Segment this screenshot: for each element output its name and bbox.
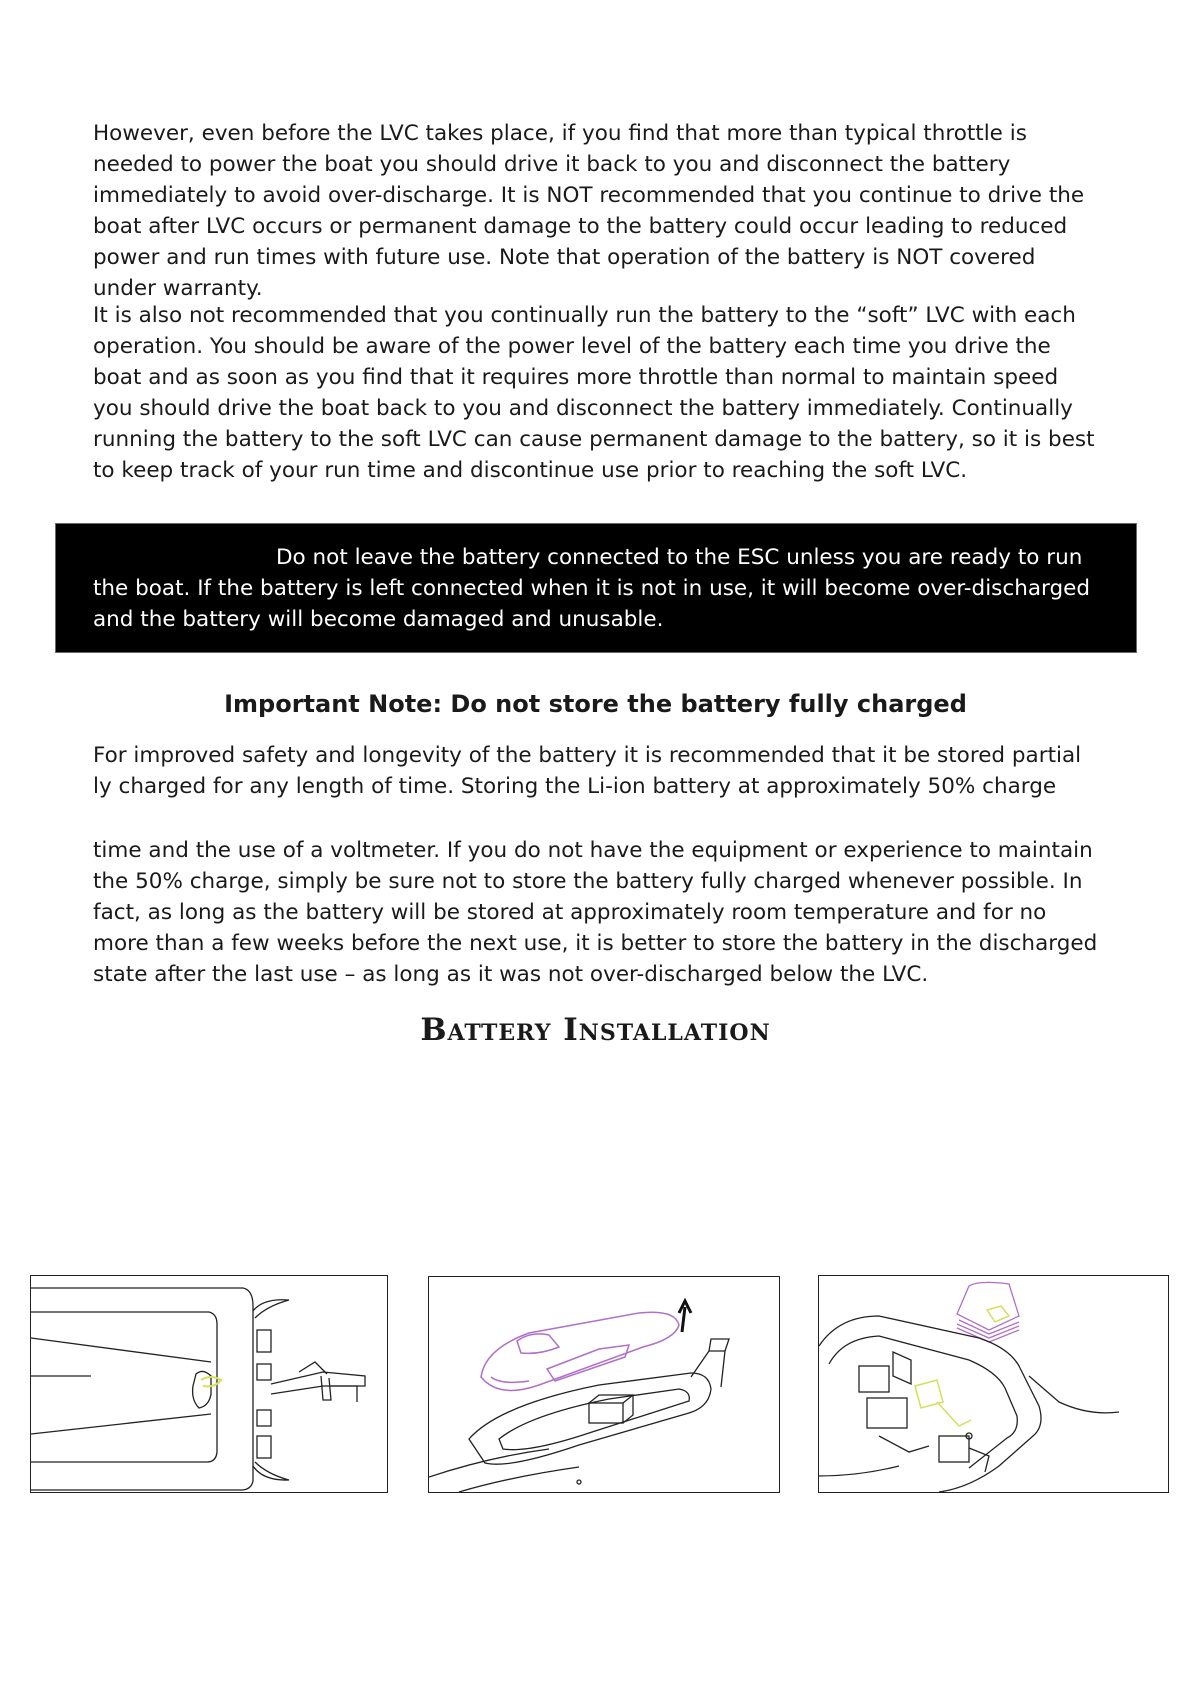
hatch-removal-illustration <box>429 1277 780 1493</box>
paragraph-lvc-throttle: However, even before the LVC takes place, if you find that more than typical throttle is needed to power the boat you should drive it back to you and disconnect the battery immediately to avoid over-discharge. It is NOT recommended that you continue to drive the boat after LVC occurs or permanent damage to the battery could occur leading to reduced power and run times with future use. Note that operation of the battery is NOT covered under warranty. <box>93 121 1085 301</box>
hatch-latch-illustration <box>31 1276 388 1493</box>
important-note-heading: Important Note: Do not store the battery fully charged <box>224 690 967 718</box>
figure-hatch-removal <box>428 1276 780 1493</box>
paragraph-storage-advice: time and the use of a voltmeter. If you do not have the equipment or experience to maintain the 50% charge, simply be sure not to store the battery fully charged whenever possible. In fact, as long as the battery will be stored at approximately room temperature and for no more than a few weeks before the next use, it is better to store the battery in the discharged state after the last use – as long as it was not over-discharged below the LVC. <box>93 838 1098 987</box>
figure-hatch-latch <box>30 1275 388 1493</box>
battery-installation-title: Battery Installation <box>420 1012 771 1048</box>
battery-insertion-illustration <box>819 1276 1169 1493</box>
paragraph-soft-lvc: It is also not recommended that you continually run the battery to the “soft” LVC with each operation. You should be aware of the power level of the battery each time you drive the boat and as soon as you find that it requires more throttle than normal to maintain speed you should drive the boat back to you and disconnect the battery immediately. Continually running the battery to the soft LVC can cause permanent damage to the battery, so it is best to keep track of your run time and discontinue use prior to reaching the soft LVC. <box>93 303 1095 483</box>
warning-box <box>55 523 1137 653</box>
paragraph-storage-charge: For improved safety and longevity of the battery it is recommended that it be stored partial ly charged for any length of time. Storing the Li-ion battery at approximately 50% charge <box>93 743 1082 799</box>
warning-text: Do not leave the battery connected to the ESC unless you are ready to run the boat. If the battery is left connected when it is not in use, it will become over-discharged and the battery will become damaged and unusable. <box>93 545 1090 632</box>
figure-battery-insertion <box>818 1275 1169 1493</box>
